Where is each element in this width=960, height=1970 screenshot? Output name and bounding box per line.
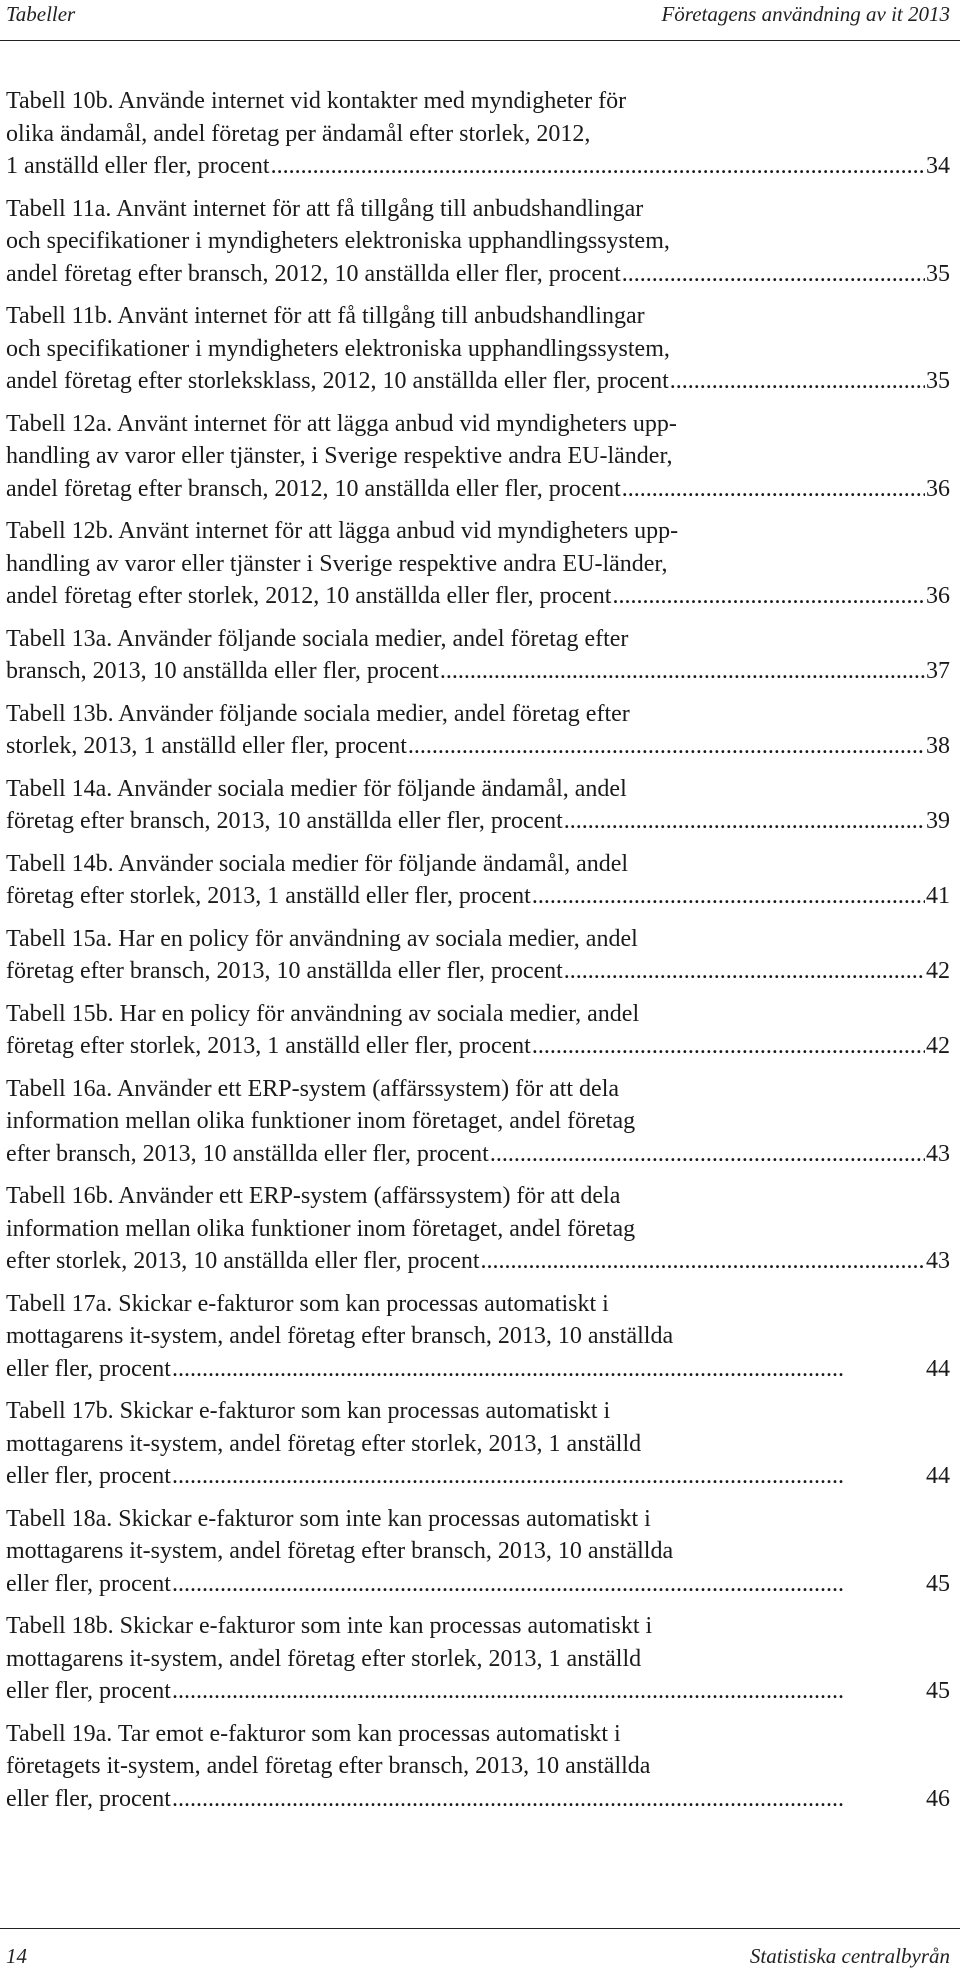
toc-entry-line: Tabell 10b. Använde internet vid kontakter med myndigheter för [6, 88, 627, 114]
toc-entry-line: mottagarens it-system, andel företag efter bransch, 2013, 10 anställda [6, 1323, 674, 1349]
header-publication-title: Företagens användning av it 2013 [661, 2, 950, 26]
dot-leader [408, 730, 925, 763]
toc-entry[interactable] [6, 85, 950, 183]
toc-entry-line: Tabell 18a. Skickar e-fakturor som inte kan processas automatiskt i [6, 1505, 651, 1532]
toc-entry-line: bransch, 2013, 10 anställda eller fler, procent [6, 658, 439, 684]
toc-entry-line: Tabell 11b. Använt internet för att få tillgång till anbudshandlingar [6, 303, 645, 329]
toc-entry-line: andel företag efter bransch, 2012, 10 anställda eller fler, procent [6, 475, 621, 502]
dot-leader [172, 1568, 925, 1601]
toc-entry[interactable] [6, 1610, 950, 1708]
toc-page-number[interactable]: 46 [926, 1785, 950, 1812]
page-footer [0, 1928, 960, 1970]
toc-entry-last-line [6, 955, 950, 988]
toc-entry-line: eller fler, procent [6, 1785, 171, 1812]
dot-leader [564, 805, 925, 838]
toc-entry-line: Tabell 15b. Har en policy för användning av sociala medier, andel [6, 1000, 640, 1027]
toc-page-number[interactable]: 45 [926, 1678, 950, 1704]
toc-entry-line: mottagarens it-system, andel företag efter bransch, 2013, 10 anställda [6, 1538, 674, 1564]
toc-entry-last-line [6, 805, 950, 838]
toc-entry[interactable] [6, 1395, 950, 1493]
header-section-title: Tabeller [6, 2, 76, 26]
dot-leader [564, 955, 925, 988]
toc-entry-line: Tabell 13b. Använder följande sociala medier, andel företag efter [6, 700, 630, 727]
toc-entry-line: Tabell 17a. Skickar e-fakturor som kan processas automatiskt i [6, 1290, 609, 1317]
toc-entry-last-line [6, 1030, 950, 1063]
toc-page-number[interactable]: 35 [926, 260, 950, 287]
toc-page-number[interactable]: 37 [926, 658, 950, 684]
toc-entry-line: eller fler, procent [6, 1355, 171, 1382]
toc-entry-last-line [6, 1353, 950, 1386]
toc-entry-line: eller fler, procent [6, 1678, 171, 1704]
table-of-contents [6, 85, 950, 1815]
toc-entry-line: företag efter bransch, 2013, 10 anställda eller fler, procent [6, 808, 563, 834]
dot-leader [271, 150, 925, 183]
toc-entry-last-line [6, 1675, 950, 1708]
toc-entry[interactable] [6, 698, 950, 763]
toc-entry[interactable] [6, 193, 950, 291]
toc-entry[interactable] [6, 1288, 950, 1386]
dot-leader [172, 1783, 925, 1816]
toc-entry-line: Tabell 13a. Använder följande sociala medier, andel företag efter [6, 625, 629, 652]
toc-entry-last-line [6, 150, 950, 183]
toc-entry-line: Tabell 12a. Använt internet för att lägga anbud vid myndigheters upp- [6, 410, 677, 437]
toc-entry[interactable] [6, 1718, 950, 1816]
dot-leader [612, 580, 925, 613]
toc-page-number[interactable]: 35 [926, 368, 950, 394]
toc-entry-line: information mellan olika funktioner inom företaget, andel företag [6, 1108, 636, 1134]
toc-entry[interactable] [6, 1503, 950, 1601]
toc-page-number[interactable]: 45 [926, 1570, 950, 1597]
toc-entry[interactable] [6, 300, 950, 398]
toc-entry-line: företag efter bransch, 2013, 10 anställda eller fler, procent [6, 958, 563, 984]
toc-entry[interactable] [6, 773, 950, 838]
dot-leader [532, 880, 925, 913]
toc-entry-line: Tabell 16a. Använder ett ERP-system (affärssystem) för att dela [6, 1075, 620, 1102]
toc-page-number[interactable]: 42 [926, 958, 950, 984]
toc-entry-last-line [6, 1460, 950, 1493]
toc-entry[interactable] [6, 515, 950, 613]
toc-entry-line: Tabell 16b. Använder ett ERP-system (affärssystem) för att dela [6, 1183, 621, 1209]
toc-entry[interactable] [6, 923, 950, 988]
toc-entry-line: eller fler, procent [6, 1570, 171, 1597]
toc-entry-line: Tabell 14b. Använder sociala medier för följande ändamål, andel [6, 850, 629, 877]
toc-entry-line: efter bransch, 2013, 10 anställda eller fler, procent [6, 1140, 489, 1167]
dot-leader [481, 1245, 925, 1278]
toc-entry-last-line [6, 365, 950, 398]
toc-entry-line: mottagarens it-system, andel företag efter storlek, 2013, 1 anställd [6, 1645, 642, 1672]
toc-entry-last-line [6, 258, 950, 291]
footer-publisher: Statistiska centralbyrån [749, 1944, 950, 1968]
toc-entry-line: information mellan olika funktioner inom företaget, andel företag [6, 1215, 636, 1242]
dot-leader [440, 655, 925, 688]
toc-entry-last-line [6, 730, 950, 763]
toc-entry-line: och specifikationer i myndigheters elektroniska upphandlingssystem, [6, 335, 670, 362]
toc-entry-line: företagets it-system, andel företag efter bransch, 2013, 10 anställda [6, 1753, 651, 1779]
dot-leader [490, 1138, 925, 1171]
toc-entry-line: Tabell 14a. Använder sociala medier för följande ändamål, andel [6, 775, 627, 802]
toc-page-number[interactable]: 44 [926, 1355, 950, 1382]
dot-leader [622, 473, 925, 506]
toc-page-number[interactable]: 38 [926, 733, 950, 759]
toc-entry-last-line [6, 473, 950, 506]
page-header [0, 0, 960, 41]
toc-entry-line: företag efter storlek, 2013, 1 anställd eller fler, procent [6, 883, 531, 909]
toc-entry-last-line [6, 1783, 950, 1816]
toc-page-number[interactable]: 42 [926, 1033, 950, 1059]
toc-entry-line: handling av varor eller tjänster i Sverige respektive andra EU-länder, [6, 550, 668, 577]
toc-page-number[interactable]: 41 [926, 883, 950, 909]
toc-entry[interactable] [6, 623, 950, 688]
toc-entry-last-line [6, 1245, 950, 1278]
toc-entry-line: Tabell 12b. Använt internet för att lägga anbud vid myndigheters upp- [6, 518, 679, 544]
dot-leader [172, 1353, 925, 1386]
toc-entry-line: efter storlek, 2013, 10 anställda eller fler, procent [6, 1248, 480, 1274]
toc-entry-line: och specifikationer i myndigheters elektroniska upphandlingssystem, [6, 228, 670, 254]
toc-entry-line: handling av varor eller tjänster, i Sverige respektive andra EU-länder, [6, 443, 673, 469]
dot-leader [622, 258, 925, 291]
toc-entry-line: andel företag efter bransch, 2012, 10 anställda eller fler, procent [6, 260, 621, 287]
toc-entry-last-line [6, 580, 950, 613]
toc-entry[interactable] [6, 848, 950, 913]
toc-page-number[interactable]: 36 [926, 583, 950, 609]
dot-leader [172, 1460, 925, 1493]
toc-entry[interactable] [6, 998, 950, 1063]
toc-entry[interactable] [6, 1073, 950, 1171]
toc-entry[interactable] [6, 408, 950, 506]
toc-entry-line: andel företag efter storlek, 2012, 10 anställda eller fler, procent [6, 583, 612, 609]
dot-leader [172, 1675, 925, 1708]
toc-entry-last-line [6, 655, 950, 688]
toc-entry-line: storlek, 2013, 1 anställd eller fler, procent [6, 733, 407, 759]
toc-entry-line: Tabell 11a. Använt internet för att få tillgång till anbudshandlingar [6, 195, 644, 222]
toc-entry-line: olika ändamål, andel företag per ändamål efter storlek, 2012, [6, 120, 591, 147]
dot-leader [670, 365, 925, 398]
toc-page-number[interactable]: 43 [926, 1248, 950, 1274]
toc-entry-line: Tabell 17b. Skickar e-fakturor som kan processas automatiskt i [6, 1398, 611, 1424]
toc-entry-line: 1 anställd eller fler, procent [6, 153, 270, 179]
toc-entry[interactable] [6, 1180, 950, 1278]
toc-page-number[interactable]: 36 [926, 475, 950, 502]
toc-entry-line: Tabell 18b. Skickar e-fakturor som inte kan processas automatiskt i [6, 1613, 653, 1639]
toc-entry-line: andel företag efter storleksklass, 2012, 10 anställda eller fler, procent [6, 368, 669, 394]
toc-entry-line: Tabell 19a. Tar emot e-fakturor som kan processas automatiskt i [6, 1720, 621, 1747]
dot-leader [532, 1030, 925, 1063]
page-number: 14 [6, 1944, 27, 1968]
toc-page-number[interactable]: 39 [926, 808, 950, 834]
toc-entry-last-line [6, 1568, 950, 1601]
toc-page-number[interactable]: 43 [926, 1140, 950, 1167]
toc-page-number[interactable]: 44 [926, 1463, 950, 1489]
toc-entry-last-line [6, 1138, 950, 1171]
toc-entry-line: eller fler, procent [6, 1463, 171, 1489]
toc-entry-line: företag efter storlek, 2013, 1 anställd eller fler, procent [6, 1033, 531, 1059]
toc-entry-last-line [6, 880, 950, 913]
toc-entry-line: mottagarens it-system, andel företag efter storlek, 2013, 1 anställd [6, 1430, 642, 1457]
toc-entry-line: Tabell 15a. Har en policy för användning av sociala medier, andel [6, 925, 638, 952]
toc-page-number[interactable]: 34 [926, 153, 950, 179]
